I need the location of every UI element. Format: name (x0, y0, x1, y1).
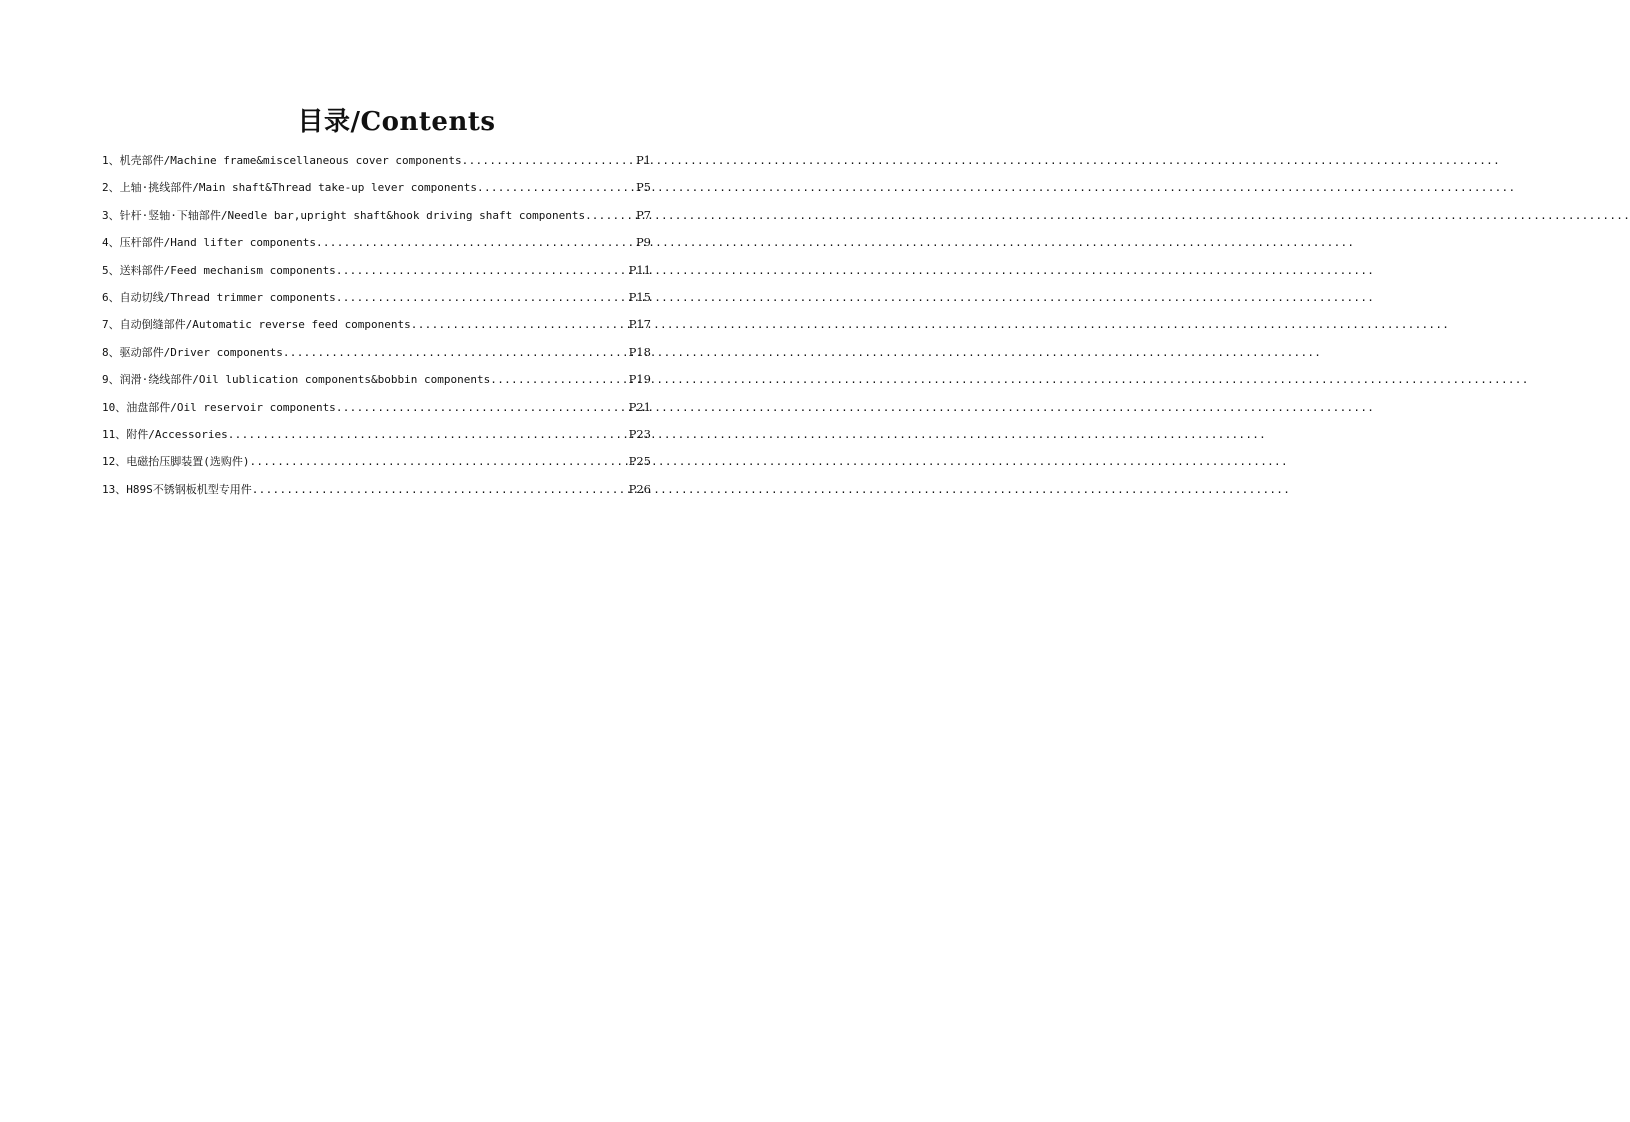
toc-entry-text: 6、自动切线/Thread trimmer components (102, 290, 336, 304)
toc-entry-3[interactable] (102, 205, 651, 232)
toc-dot-leader (250, 452, 628, 472)
toc-dot-leader (490, 370, 627, 390)
toc-entry-text: 7、自动倒缝部件/Automatic reverse feed components (102, 318, 411, 332)
toc-entry-text: 4、压杆部件/Hand lifter components (102, 236, 316, 250)
toc-entry-8[interactable] (102, 342, 651, 369)
toc-entry-text: 3、针杆·竖轴·下轴部件/Needle bar,upright shaft&hook driving shaft components. (102, 208, 592, 222)
toc-entry-text: 11、附件/Accessories (102, 427, 228, 441)
toc-entry-7[interactable] (102, 314, 651, 341)
toc-entry-12[interactable] (102, 451, 651, 478)
toc-page-number: P26 (628, 481, 651, 496)
toc-dot-leader (336, 288, 628, 308)
toc-page-number: P23 (628, 426, 651, 441)
toc-entry-11[interactable] (102, 424, 651, 451)
toc-dot-leader (592, 206, 635, 226)
toc-entry-text: 1、机壳部件/Machine frame&miscellaneous cover components (102, 154, 462, 167)
toc-entry-13[interactable] (102, 479, 651, 506)
toc-page-number: P7 (635, 207, 651, 222)
toc-page-number: P1 (635, 153, 651, 167)
toc-entry-text: 10、油盘部件/Oil reservoir components (102, 400, 336, 414)
toc-page-number: P19 (628, 372, 651, 387)
toc-entry-1[interactable] (102, 150, 651, 177)
toc-page-number: P15 (628, 289, 651, 304)
toc-page-number: P11 (628, 262, 651, 277)
toc-entry-text: 13、H89S不锈钢板机型专用件 (102, 482, 252, 496)
toc-entry-text: 5、送料部件/Feed mechanism components (102, 263, 336, 277)
toc-page-number: P18 (628, 344, 651, 359)
toc-entry-5[interactable] (102, 260, 651, 287)
toc-page-number: P17 (628, 317, 651, 332)
toc-entry-4[interactable] (102, 232, 651, 259)
toc-entry-9[interactable] (102, 369, 651, 396)
toc-entry-text: 12、电磁抬压脚装置(选购件) (102, 455, 250, 469)
toc-entry-text: 2、上轴·挑线部件/Main shaft&Thread take-up lever components (102, 181, 478, 195)
toc-dot-leader (477, 178, 635, 198)
table-of-contents (102, 150, 651, 506)
toc-page-number: P21 (628, 399, 651, 414)
toc-page-number: P25 (628, 454, 651, 469)
toc-entry-10[interactable] (102, 397, 651, 424)
page-title: 目录/Contents (297, 107, 496, 137)
toc-dot-leader (316, 233, 635, 253)
toc-entry-6[interactable] (102, 287, 651, 314)
toc-dot-leader (228, 425, 628, 445)
toc-page-number: P5 (635, 180, 651, 195)
toc-dot-leader (336, 261, 628, 281)
toc-dot-leader (252, 480, 628, 500)
toc-dot-leader (336, 398, 628, 418)
toc-dot-leader (462, 151, 635, 171)
toc-dot-leader (283, 343, 628, 363)
toc-entry-text: 8、驱动部件/Driver components (102, 345, 283, 359)
toc-entry-2[interactable] (102, 177, 651, 204)
toc-dot-leader (411, 315, 628, 335)
toc-page-number: P9 (635, 235, 651, 250)
toc-entry-text: 9、润滑·绕线部件/Oil lublication components&bobbin components (102, 373, 491, 387)
